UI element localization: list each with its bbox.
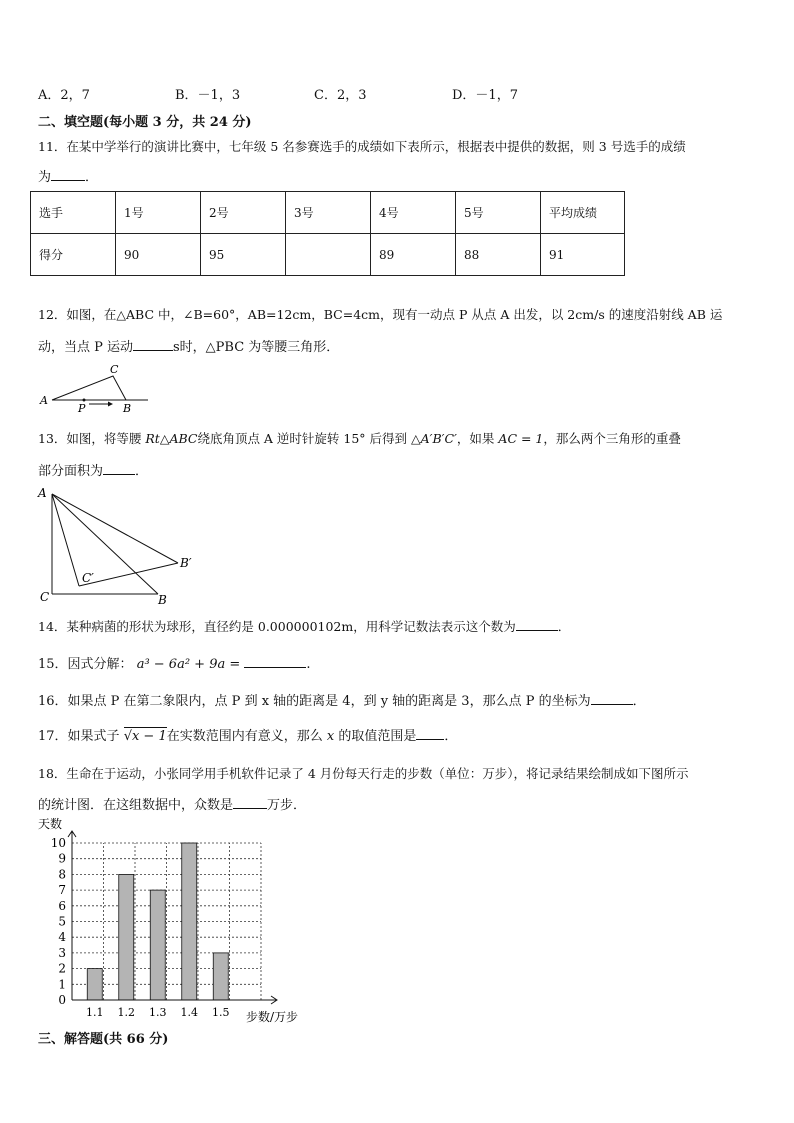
q18-line1: 18．生命在于运动，小张同学用手机软件记录了 4 月份每天行走的步数（单位：万步），将记录结果绘制成如下图所示 xyxy=(38,766,689,781)
side-ab xyxy=(52,494,158,594)
q13-line2 xyxy=(38,460,148,479)
y-tick-label: 0 xyxy=(58,993,66,1007)
q13-line1 xyxy=(38,429,681,447)
q14-line xyxy=(38,617,570,635)
q18-suffix: 万步． xyxy=(267,798,307,813)
label-b: B xyxy=(158,593,167,607)
triangle-abc-sides xyxy=(52,376,126,400)
table-cell: 2号 xyxy=(201,192,286,234)
score-table xyxy=(30,191,625,276)
y-tick-label: 2 xyxy=(58,961,66,976)
table-cell: 得分 xyxy=(31,234,116,276)
q17-prefix: 17．如果式子 xyxy=(38,729,120,744)
q17-middle: 在实数范围内有意义，那么 xyxy=(166,729,323,744)
table-cell: 95 xyxy=(201,234,286,276)
x-tick-label: 1.4 xyxy=(180,1006,198,1019)
label-c: C xyxy=(40,590,50,604)
q11-prefix: 为 xyxy=(38,170,52,185)
q13-prime-triangle: △A′B′C′ xyxy=(411,431,457,446)
y-tick-label: 3 xyxy=(58,945,66,960)
q18-prefix: 的统计图．在这组数据中，众数是 xyxy=(38,798,234,813)
table-cell: 5号 xyxy=(456,192,541,234)
q12-suffix: s时，△PBC 为等腰三角形． xyxy=(173,340,340,355)
q13-prefix: 部分面积为 xyxy=(38,464,104,479)
table-cell: 90 xyxy=(116,234,201,276)
q13-rotation-figure xyxy=(36,486,216,606)
q15-suffix: . xyxy=(306,657,311,672)
table-cell: 平均成绩 xyxy=(541,192,625,234)
q11-line2 xyxy=(38,166,98,185)
label-p: P xyxy=(78,402,86,415)
q13-text-d: ，那么两个三角形的重叠 xyxy=(543,431,681,446)
y-tick-label: 5 xyxy=(58,914,66,929)
q12-prefix: 动，当点 P 运动 xyxy=(38,340,134,355)
y-tick-label: 7 xyxy=(58,883,66,898)
arrow-head xyxy=(108,402,113,407)
table-cell: 88 xyxy=(456,234,541,276)
label-b-prime: B′ xyxy=(180,556,192,570)
q16-line xyxy=(38,690,646,709)
table-cell: 89 xyxy=(371,234,456,276)
q14-answer-blank[interactable] xyxy=(516,619,558,631)
q13-text-b: 绕底角顶点 A 逆时针旋转 15° 后得到 xyxy=(197,431,408,446)
q15-prefix: 15．因式分解： xyxy=(38,657,133,672)
bar-1.5 xyxy=(213,953,228,1000)
q18-line2 xyxy=(38,794,306,813)
label-b: B xyxy=(123,402,132,415)
q16-text: 16．如果点 P 在第二象限内，点 P 到 x 轴的距离是 4，到 y 轴的距离是 3，那么点 P 的坐标为 xyxy=(38,694,591,709)
x-tick-label: 1.5 xyxy=(212,1006,230,1019)
q13-answer-blank[interactable] xyxy=(103,463,135,475)
section3-heading: 三、解答题(共 66 分) xyxy=(38,1032,169,1047)
section2-heading: 二、填空题(每小题 3 分，共 24 分) xyxy=(38,115,252,130)
bar-1.4 xyxy=(182,843,197,1000)
q16-suffix: ． xyxy=(632,694,646,709)
q18-answer-blank[interactable] xyxy=(233,797,267,809)
table-header-row xyxy=(31,192,625,234)
q17-suffix: ． xyxy=(444,729,458,744)
label-c-prime: C′ xyxy=(82,571,94,585)
q13-rt-triangle: Rt△ABC xyxy=(145,431,198,446)
side-ab-prime xyxy=(52,494,178,563)
x-tick-label: 1.1 xyxy=(86,1006,104,1019)
option-c: C．2，3 xyxy=(314,88,367,103)
y-tick-label: 4 xyxy=(58,930,66,945)
q15-answer-blank[interactable] xyxy=(244,656,306,668)
option-b: B．－1，3 xyxy=(175,88,241,103)
q16-answer-blank[interactable] xyxy=(591,693,633,705)
table-row xyxy=(31,234,625,276)
table-cell: 1号 xyxy=(116,192,201,234)
y-axis-label: 天数 xyxy=(38,817,63,831)
q13-text-a: 13．如图，将等腰 xyxy=(38,431,142,446)
label-a: A xyxy=(40,394,48,407)
option-a: A．2，7 xyxy=(38,88,90,103)
q12-triangle-figure xyxy=(38,364,158,414)
bar-1.3 xyxy=(150,890,165,1000)
y-tick-label: 8 xyxy=(58,867,66,882)
q17-rest: 的取值范围是 xyxy=(338,729,417,744)
bar-1.1 xyxy=(87,969,102,1000)
steps-bar-chart xyxy=(34,815,324,1030)
q17-answer-blank[interactable] xyxy=(416,728,444,740)
table-cell: 3号 xyxy=(286,192,371,234)
y-tick-label: 9 xyxy=(58,851,66,866)
side-ac-prime xyxy=(52,494,79,586)
q15-expression: a³ − 6a² + 9a = xyxy=(136,657,241,672)
q13-ac-value: AC = 1 xyxy=(498,431,544,446)
bar-1.2 xyxy=(119,874,134,1000)
x-axis-label: 步数/万步 xyxy=(246,1010,299,1024)
q17-radical: √x − 1 xyxy=(123,729,167,744)
table-cell-empty xyxy=(286,234,371,276)
q12-line1: 12．如图，在△ABC 中，∠B=60°，AB=12cm，BC=4cm，现有一动点 P 从点 A 出发，以 2cm/s 的速度沿射线 AB 运 xyxy=(38,307,723,322)
q17-line xyxy=(38,725,457,744)
option-d: D．－1，7 xyxy=(452,88,518,103)
q13-text-c: ，如果 xyxy=(456,431,495,446)
q12-line2 xyxy=(38,336,339,355)
x-tick-label: 1.2 xyxy=(117,1006,135,1019)
table-cell: 选手 xyxy=(31,192,116,234)
q15-line xyxy=(38,653,311,672)
y-tick-label: 1 xyxy=(58,977,66,992)
label-a: A xyxy=(38,486,47,500)
q17-variable: x xyxy=(326,729,335,744)
x-tick-label: 1.3 xyxy=(149,1006,167,1019)
label-c: C xyxy=(110,363,119,376)
table-cell: 4号 xyxy=(371,192,456,234)
q13-suffix: ． xyxy=(135,464,149,479)
q11-answer-blank[interactable] xyxy=(51,169,85,181)
q11-suffix: ． xyxy=(85,170,99,185)
q14-suffix: ． xyxy=(557,619,571,634)
q12-answer-blank[interactable] xyxy=(133,339,173,351)
y-tick-label: 10 xyxy=(50,836,66,850)
q11-line1: 11．在某中学举行的演讲比赛中，七年级 5 名参赛选手的成绩如下表所示，根据表中提供的数据，则 3 号选手的成绩 xyxy=(38,139,686,154)
q14-text: 14．某种病菌的形状为球形，直径约是 0.000000102m，用科学记数法表示这个数为 xyxy=(38,619,516,634)
y-tick-label: 6 xyxy=(58,898,66,913)
table-cell: 91 xyxy=(541,234,625,276)
